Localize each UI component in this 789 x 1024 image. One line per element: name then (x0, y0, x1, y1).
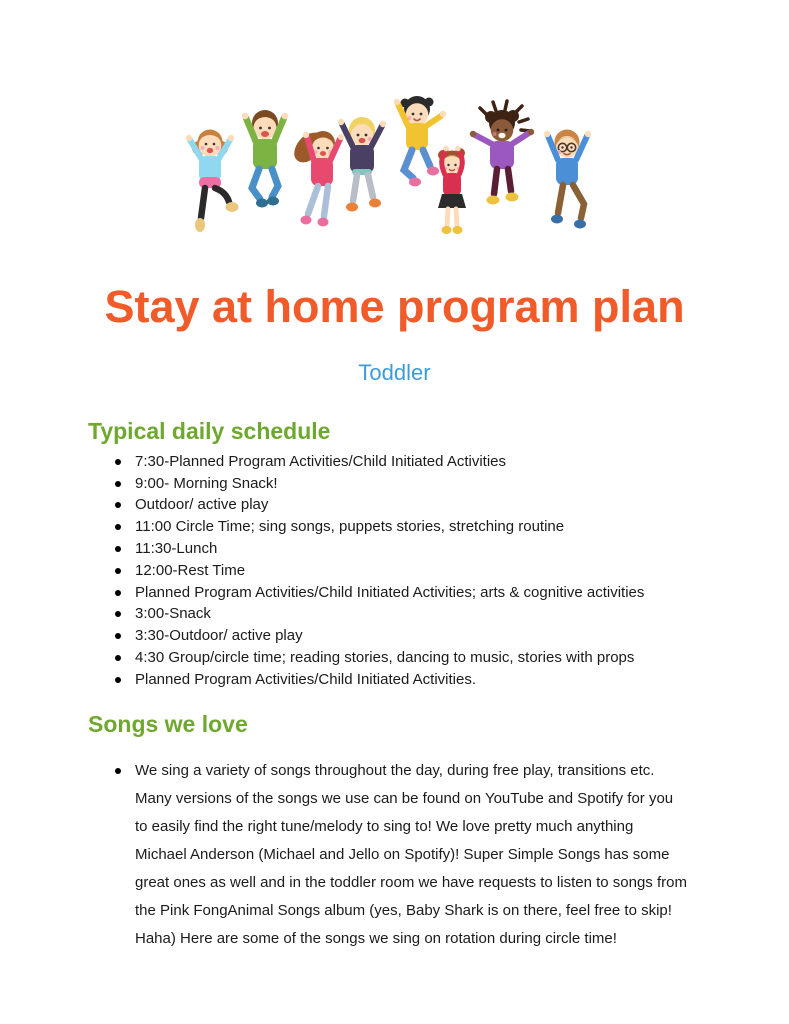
schedule-list-item (88, 647, 708, 669)
schedule-list-item (88, 560, 708, 582)
hero-image (155, 76, 635, 271)
document-body (0, 417, 789, 953)
schedule-list-item (88, 603, 708, 625)
bullet-icon (115, 524, 121, 530)
schedule-list-item (88, 516, 708, 538)
bullet-icon (115, 677, 121, 683)
schedule-item-text: Planned Program Activities/Child Initiated Activities; arts & cognitive activities (135, 583, 645, 601)
schedule-list-item (88, 582, 708, 604)
schedule-list-item (88, 494, 708, 516)
schedule-section (88, 417, 749, 691)
schedule-heading: Typical daily schedule (88, 418, 331, 445)
jumping-children-illustration (155, 76, 635, 266)
bullet-icon (115, 768, 121, 774)
songs-list (88, 757, 688, 953)
schedule-item-text: Planned Program Activities/Child Initiated Activities. (135, 670, 476, 688)
page-title: Stay at home program plan (104, 281, 685, 332)
bullet-icon (115, 481, 121, 487)
bullet-icon (115, 590, 121, 596)
schedule-item-text: Outdoor/ active play (135, 496, 269, 514)
songs-item-text: We sing a variety of songs throughout the day, during free play, transitions etc. Many versions of the songs we use can be found on YouTube and Spotify for you to easily find the right tune/melody to sing to! We love pretty much anything Michael Anderson (Michael and Jello on Spotify)! Super Simple Songs has some great ones as well and in the toddler room we have requests to listen to songs from the Pink FongAnimal Songs album (yes, Baby Shark is on there, feel free to skip! Haha) Here are some of the songs we sing on rotation during circle time! (135, 762, 687, 948)
bullet-icon (115, 611, 121, 617)
schedule-item-text: 3:30-Outdoor/ active play (135, 627, 303, 645)
bullet-icon (115, 633, 121, 639)
schedule-list-item (88, 473, 708, 495)
schedule-item-text: 12:00-Rest Time (135, 561, 246, 579)
bullet-icon (115, 546, 121, 552)
bullet-icon (115, 502, 121, 508)
songs-section (88, 710, 749, 954)
bullet-icon (115, 655, 121, 661)
songs-heading: Songs we love (88, 710, 248, 737)
bullet-icon (115, 568, 121, 574)
schedule-item-text: 7:30-Planned Program Activities/Child Initiated Activities (135, 452, 507, 470)
schedule-list-item (88, 538, 708, 560)
songs-list-item (88, 757, 688, 953)
bullet-icon (115, 459, 121, 465)
schedule-item-text: 11:30-Lunch (135, 540, 218, 558)
schedule-list-item (88, 625, 708, 647)
page-subtitle: Toddler (358, 359, 431, 385)
schedule-item-text: 4:30 Group/circle time; reading stories, dancing to music, stories with props (135, 649, 635, 667)
schedule-list (88, 451, 708, 691)
schedule-item-text: 3:00-Snack (135, 605, 211, 623)
schedule-list-item (88, 669, 708, 691)
schedule-item-text: 9:00- Morning Snack! (135, 474, 278, 492)
schedule-list-item (88, 451, 708, 473)
schedule-item-text: 11:00 Circle Time; sing songs, puppets stories, stretching routine (135, 518, 565, 536)
